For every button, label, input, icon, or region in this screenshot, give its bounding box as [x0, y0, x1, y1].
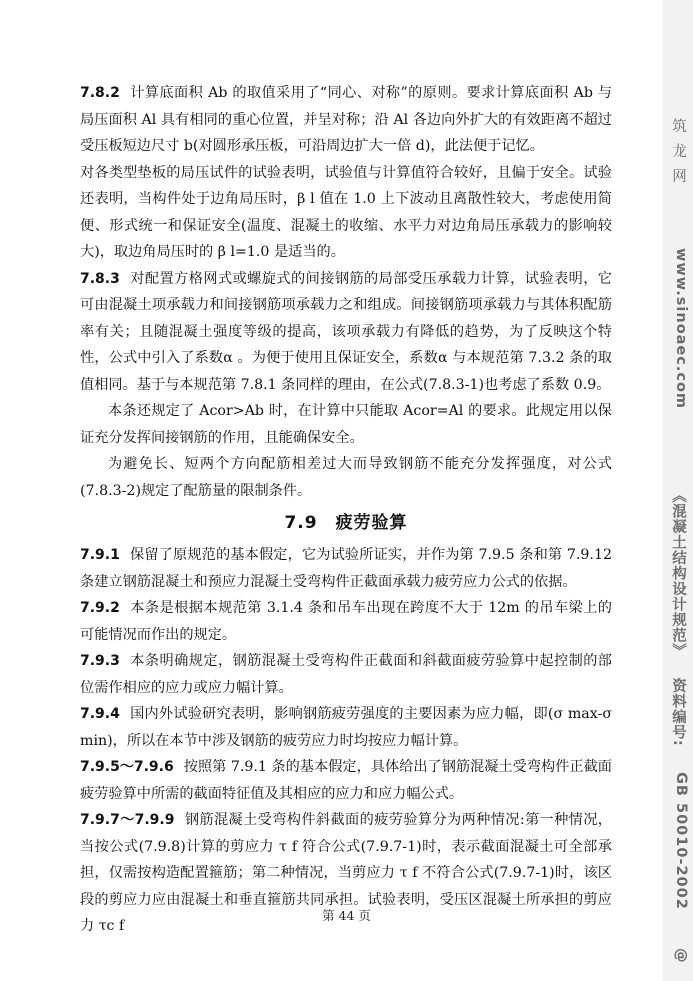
- site-url: www.sinoaec.com: [673, 248, 689, 410]
- sidebar-mark: @: [673, 948, 689, 964]
- paragraph-7-8-2: 7.8.2 计算底面积 Ab 的取值采用了“同心、对称”的原则。要求计算底面积 Ab 与局压面积 Al 具有相同的重心位置，并呈对称；沿 Al 各边向外扩大的有效距离不超过受压板短边尺寸 b(对圆形承压板，可沿周边扩大一倍 d)，此法便于记忆。: [80, 85, 612, 154]
- page-number: 第 44 页: [322, 908, 371, 923]
- paragraph-7-9-4: 7.9.4 国内外试验研究表明，影响钢筋疲劳强度的主要因素为应力幅，即(σ max-σ min)，所以在本节中涉及钢筋的疲劳应力时均按应力幅计算。: [80, 706, 612, 749]
- paragraph-7-9-7-9: 7.9.7～7.9.9 钢筋混凝土受弯构件斜截面的疲劳验算分为两种情况:第一种情况，当按公式(7.9.8)计算的剪应力 τ f 符合公式(7.9.7-1)时，表示截面混凝土可全部承担，仅需按构造配置箍筋；第二种情况，当剪应力 τ f 不符合公式(7.9.7-1)时，该区段的剪应力应由混凝土和垂直箍筋共同承担。试验表明，受压区混凝土所承担的剪应力 τc f: [80, 812, 612, 934]
- document-title: 《混凝土结构设计规范》: [670, 488, 686, 659]
- paragraph-7-9-2: 7.9.2 本条是根据本规范第 3.1.4 条和吊车出现在跨度不大于 12m 的吊车梁上的可能情况而作出的规定。: [80, 600, 612, 643]
- paragraph-reinforcement-limit: 为避免长、短两个方向配筋相差过大而导致钢筋不能充分发挥强度，对公式(7.8.3-2)规定了配筋量的限制条件。: [80, 456, 612, 499]
- site-name: 筑 龙 网: [670, 118, 686, 186]
- side-watermark-bar: [663, 0, 693, 981]
- paragraph-7-8-2-cont: 对各类型垫板的局压试件的试验表明，试验值与计算值符合较好，且偏于安全。试验还表明，当构件处于边角局压时，β l 值在 1.0 上下波动且离散性较大，考虑使用简便、形式统一和保证安全(温度、混凝土的收缩、水平力对边角局压承载力的影响较大)，取边角局压时的 β l=1.0 是适当的。: [80, 164, 612, 260]
- document-body: [80, 80, 612, 940]
- section-heading: 7.9 疲劳验算: [284, 513, 408, 533]
- code-label: 资料编号:: [670, 678, 686, 747]
- paragraph-7-9-1: 7.9.1 保留了原规范的基本假定，它为试验所证实，并作为第 7.9.5 条和第 7.9.12 条建立钢筋混凝土和预应力混凝土受弯构件正截面承载力疲劳应力公式的依据。: [80, 547, 612, 590]
- standard-code: GB 50010-2002: [673, 772, 689, 910]
- paragraph-7-9-5-6: 7.9.5～7.9.6 按照第 7.9.1 条的基本假定，具体给出了钢筋混凝土受弯构件正截面疲劳验算中所需的截面特征值及其相应的应力和应力幅公式。: [80, 759, 612, 802]
- paragraph-acor-rule: 本条还规定了 Acor>Ab 时，在计算中只能取 Acor=Al 的要求。此规定用以保证充分发挥间接钢筋的作用，且能确保安全。: [80, 403, 612, 446]
- paragraph-7-9-3: 7.9.3 本条明确规定，钢筋混凝土受弯构件正截面和斜截面疲劳验算中起控制的部位需作相应的应力或应力幅计算。: [80, 653, 612, 696]
- paragraph-7-8-3: 7.8.3 对配置方格网式或螺旋式的间接钢筋的局部受压承载力计算，试验表明，它可由混凝土项承载力和间接钢筋项承载力之和组成。间接钢筋项承载力与其体积配筋率有关；且随混凝土强度等级的提高，该项承载力有降低的趋势，为了反映这个特性，公式中引入了系数α 。为便于使用且保证安全，系数α 与本规范第 7.3.2 条的取值相同。基于与本规范第 7.8.1 条同样的理由，在公式(7.8.3-1)也考虑了系数 0.9。: [80, 270, 612, 393]
